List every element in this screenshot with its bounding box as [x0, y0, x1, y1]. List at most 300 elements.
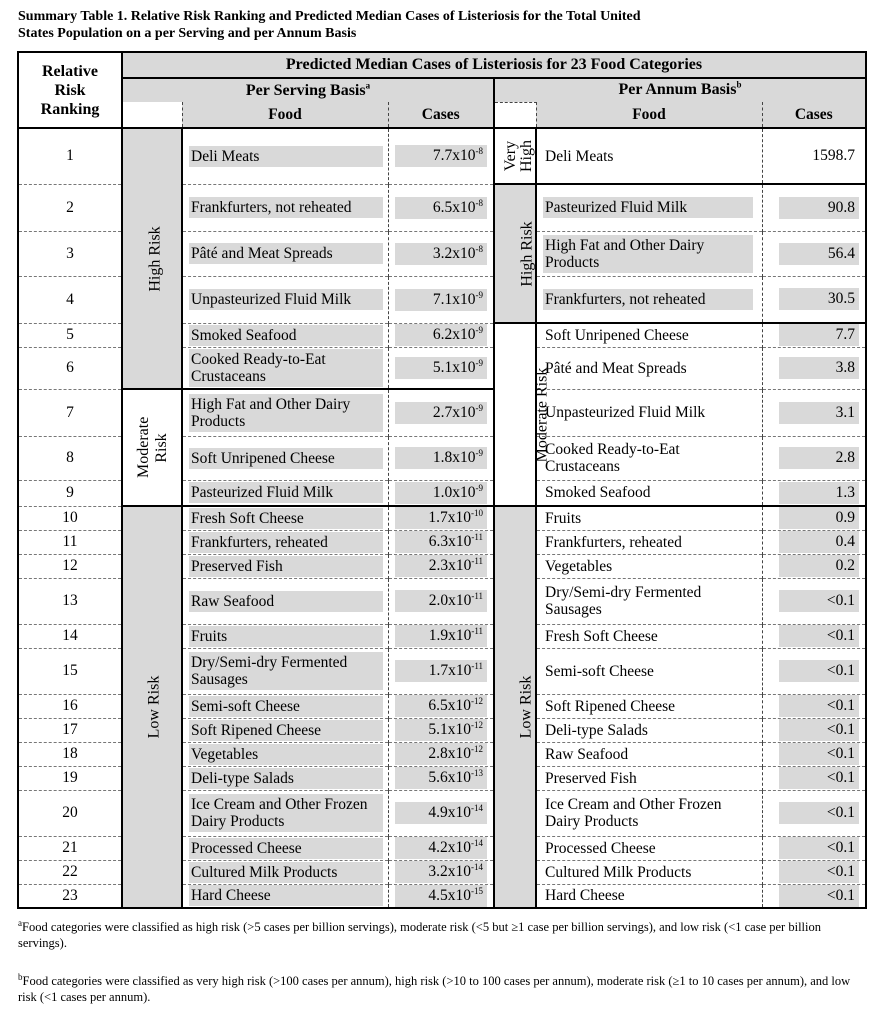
rank-header-l1: Relative [42, 62, 98, 80]
annum-header [494, 78, 866, 102]
rank-cell: 7 [18, 389, 122, 436]
annum-food-name: Smoked Seafood [545, 484, 651, 502]
serving-food-cell [182, 323, 388, 347]
serving-cases-base: 2.7x10 [432, 403, 476, 421]
rank-cell: 23 [18, 884, 122, 908]
annum-food-cell [536, 648, 762, 694]
serving-food-name: Fresh Soft Cheese [189, 508, 383, 529]
serving-food-name: Unpasteurized Fluid Milk [189, 289, 383, 310]
serving-cases-exponent: -11 [471, 660, 483, 671]
serving-cases-exponent: -14 [471, 861, 483, 872]
serving-cases-cell [388, 231, 494, 276]
serving-food-cell [182, 624, 388, 648]
serving-food-cell [182, 766, 388, 790]
annum-cases-value: <0.1 [779, 719, 859, 741]
table-caption [18, 8, 858, 42]
annum-cases-cell [762, 389, 866, 436]
rank-header-l3: Ranking [40, 100, 100, 118]
serving-cases-exponent: -11 [471, 531, 483, 542]
rank-cell: 2 [18, 184, 122, 231]
annum-band-header [494, 102, 536, 128]
serving-food-cell [182, 860, 388, 884]
serving-cases-exponent: -9 [475, 402, 483, 413]
table-row [18, 389, 866, 436]
rank-cell: 6 [18, 347, 122, 389]
annum-food-cell [536, 578, 762, 624]
serving-cases-value [395, 861, 487, 883]
serving-cases-base: 6.2x10 [432, 326, 476, 343]
serving-cases-base: 4.9x10 [428, 804, 471, 821]
serving-cases-value [395, 695, 487, 717]
serving-cases-value [395, 402, 487, 424]
annum-food-cell [536, 436, 762, 480]
table-body [18, 128, 866, 908]
serving-cases-exponent: -8 [475, 146, 483, 157]
annum-cases-value: <0.1 [779, 695, 859, 717]
footnote-b-sup: b [18, 971, 23, 982]
annum-food-name: High Fat and Other Dairy Products [543, 235, 753, 273]
rank-cell: 1 [18, 128, 122, 184]
annum-food-cell [536, 766, 762, 790]
footnote-b-text: Food categories were classified as very high risk (>100 cases per annum), high risk (>10 to 100 cases per annum), moderate risk (≥1 to 10 cases per annum), and low risk (<1 cases per annum). [18, 974, 851, 1004]
annum-cases-value: 3.8 [779, 357, 859, 379]
serving-cases-exponent: -9 [475, 289, 483, 300]
serving-cases-exponent: -10 [471, 508, 483, 519]
annum-cases-value: <0.1 [779, 802, 859, 824]
annum-cases-value: 1.3 [779, 482, 859, 504]
serving-cases-cell [388, 790, 494, 836]
annum-cases-cell [762, 530, 866, 554]
serving-cases-cell [388, 860, 494, 884]
serving-cases-base: 2.8x10 [428, 745, 471, 762]
annum-cases-cell [762, 694, 866, 718]
serving-food-name: High Fat and Other Dairy Products [189, 394, 383, 432]
rank-cell: 14 [18, 624, 122, 648]
footnote-b [18, 973, 864, 1005]
annum-cases-value: 7.7 [779, 324, 859, 346]
serving-cases-exponent: -13 [471, 767, 483, 778]
serving-food-cell [182, 836, 388, 860]
annum-food-cell [536, 506, 762, 530]
annum-cases-cell [762, 231, 866, 276]
annum-food-cell [536, 718, 762, 742]
annum-cases-value: 2.8 [779, 447, 859, 469]
annum-food-cell [536, 323, 762, 347]
annum-food-name: Deli-type Salads [545, 721, 648, 739]
annum-cases-cell [762, 718, 866, 742]
serving-food-name: Pasteurized Fluid Milk [189, 482, 383, 503]
annum-header-label: Per Annum Basis [618, 81, 737, 99]
annum-food-name: Pâté and Meat Spreads [545, 359, 687, 377]
serving-food-cell [182, 694, 388, 718]
rank-header [18, 52, 122, 128]
serving-band-label: High Risk [146, 225, 164, 292]
annum-cases-cell [762, 506, 866, 530]
serving-band-label: Moderate Risk [135, 416, 170, 478]
rank-cell: 20 [18, 790, 122, 836]
annum-food-header: Food [536, 102, 762, 128]
serving-cases-value [395, 719, 487, 741]
rank-cell: 9 [18, 480, 122, 506]
annum-cases-header: Cases [762, 102, 866, 128]
annum-food-cell [536, 884, 762, 908]
serving-cases-base: 5.6x10 [428, 769, 471, 786]
rank-cell: 17 [18, 718, 122, 742]
serving-cases-base: 1.0x10 [432, 483, 476, 501]
serving-cases-value [395, 555, 487, 577]
serving-cases-value [395, 447, 487, 469]
annum-cases-value: 0.2 [779, 555, 859, 577]
serving-food-name: Raw Seafood [189, 591, 383, 612]
annum-food-name: Processed Cheese [545, 839, 656, 857]
annum-cases-value: <0.1 [779, 767, 859, 789]
annum-cases-value: <0.1 [779, 861, 859, 883]
table-row [18, 506, 866, 530]
annum-food-cell [536, 836, 762, 860]
serving-cases-cell [388, 389, 494, 436]
annum-cases-cell [762, 648, 866, 694]
serving-cases-cell [388, 578, 494, 624]
annum-cases-cell [762, 184, 866, 231]
annum-cases-value: <0.1 [779, 590, 859, 612]
rank-cell: 19 [18, 766, 122, 790]
annum-food-cell [536, 860, 762, 884]
serving-cases-value [395, 507, 487, 529]
serving-header-sup: a [365, 80, 371, 91]
serving-food-cell [182, 742, 388, 766]
annum-food-cell [536, 554, 762, 578]
annum-food-name: Soft Unripened Cheese [545, 326, 689, 344]
serving-food-cell [182, 578, 388, 624]
rank-cell: 8 [18, 436, 122, 480]
annum-cases-value: <0.1 [779, 837, 859, 859]
serving-cases-base: 3.2x10 [428, 863, 471, 880]
annum-band-label: Low Risk [517, 675, 535, 739]
annum-band-label: High Risk [518, 220, 536, 287]
annum-food-name: Fruits [545, 509, 582, 527]
annum-cases-cell [762, 554, 866, 578]
annum-cases-cell [762, 323, 866, 347]
serving-cases-cell [388, 347, 494, 389]
rank-cell: 3 [18, 231, 122, 276]
serving-cases-base: 5.1x10 [428, 721, 471, 738]
annum-food-name: Ice Cream and Other Frozen Dairy Products [545, 796, 722, 830]
annum-cases-value: 30.5 [779, 288, 859, 310]
annum-food-name: Vegetables [545, 557, 613, 575]
annum-cases-cell [762, 836, 866, 860]
serving-cases-exponent: -11 [471, 590, 483, 601]
serving-food-cell [182, 506, 388, 530]
serving-cases-base: 7.7x10 [432, 147, 476, 165]
serving-food-name: Fruits [189, 626, 383, 647]
serving-food-cell [182, 184, 388, 231]
serving-cases-base: 6.5x10 [432, 198, 476, 216]
annum-cases-cell [762, 480, 866, 506]
serving-cases-exponent: -9 [475, 482, 483, 493]
annum-cases-value: 56.4 [779, 243, 859, 265]
annum-cases-cell [762, 436, 866, 480]
serving-cases-cell [388, 836, 494, 860]
serving-food-name: Dry/Semi-dry Fermented Sausages [189, 652, 383, 690]
serving-band-header [122, 102, 182, 128]
serving-food-header: Food [182, 102, 388, 128]
serving-food-cell [182, 389, 388, 436]
serving-cases-value [395, 357, 487, 379]
serving-cases-cell [388, 323, 494, 347]
serving-food-cell [182, 436, 388, 480]
serving-cases-base: 4.2x10 [428, 839, 471, 856]
serving-food-name: Preserved Fish [189, 556, 383, 577]
serving-cases-cell [388, 506, 494, 530]
serving-cases-cell [388, 884, 494, 908]
serving-food-name: Deli-type Salads [189, 768, 383, 789]
serving-cases-value [395, 243, 487, 265]
caption-line-2: States Population on a per Serving and per Annum Basis [18, 26, 357, 41]
annum-food-cell [536, 790, 762, 836]
serving-cases-base: 2.3x10 [428, 557, 472, 574]
annum-food-cell [536, 184, 762, 231]
annum-header-sup: b [736, 79, 742, 90]
serving-cases-header: Cases [388, 102, 494, 128]
serving-cases-exponent: -9 [475, 357, 483, 368]
annum-band-high-risk [494, 184, 536, 323]
annum-cases-cell [762, 742, 866, 766]
annum-cases-value: 0.9 [779, 507, 859, 529]
serving-food-name: Frankfurters, not reheated [189, 197, 383, 218]
serving-food-name: Hard Cheese [189, 885, 383, 906]
annum-cases-cell [762, 624, 866, 648]
rank-cell: 11 [18, 530, 122, 554]
annum-food-name: Frankfurters, not reheated [543, 289, 753, 310]
rank-cell: 16 [18, 694, 122, 718]
serving-food-cell [182, 480, 388, 506]
serving-cases-exponent: -9 [475, 447, 483, 458]
serving-food-cell [182, 718, 388, 742]
serving-band-low-risk [122, 506, 182, 908]
annum-food-name: Dry/Semi-dry Fermented Sausages [545, 584, 702, 618]
annum-cases-value: <0.1 [779, 625, 859, 647]
serving-food-name: Deli Meats [189, 146, 383, 167]
serving-cases-value [395, 743, 487, 765]
serving-cases-base: 1.9x10 [428, 627, 472, 644]
serving-band-label: Low Risk [145, 675, 163, 739]
serving-cases-value [395, 837, 487, 859]
serving-food-name: Cooked Ready-to-Eat Crustaceans [189, 349, 383, 387]
annum-cases-value: <0.1 [779, 743, 859, 765]
serving-food-cell [182, 884, 388, 908]
annum-cases-cell [762, 276, 866, 323]
serving-cases-cell [388, 648, 494, 694]
serving-cases-value [395, 531, 487, 553]
annum-food-name: Hard Cheese [545, 887, 625, 905]
serving-food-name: Soft Unripened Cheese [189, 448, 383, 469]
header-row-3 [18, 102, 866, 128]
serving-header [122, 78, 494, 102]
serving-cases-base: 6.5x10 [428, 697, 471, 714]
annum-food-cell [536, 128, 762, 184]
annum-food-cell [536, 480, 762, 506]
serving-cases-cell [388, 128, 494, 184]
annum-food-cell [536, 347, 762, 389]
serving-cases-base: 1.8x10 [432, 449, 476, 466]
serving-cases-base: 1.7x10 [428, 662, 472, 679]
rank-cell: 10 [18, 506, 122, 530]
serving-cases-exponent: -15 [471, 885, 483, 896]
annum-food-name: Fresh Soft Cheese [545, 627, 658, 645]
footnotes [18, 919, 864, 1005]
footnote-a-sup: a [18, 917, 22, 928]
annum-food-name: Frankfurters, reheated [545, 533, 682, 551]
serving-cases-cell [388, 184, 494, 231]
annum-food-cell [536, 694, 762, 718]
serving-food-name: Processed Cheese [189, 838, 383, 859]
annum-cases-cell [762, 347, 866, 389]
annum-food-name: Pasteurized Fluid Milk [543, 197, 753, 218]
rank-cell: 22 [18, 860, 122, 884]
serving-band-high-risk [122, 128, 182, 389]
serving-cases-base: 3.2x10 [432, 244, 476, 262]
serving-cases-value [395, 482, 487, 504]
serving-food-name: Pâté and Meat Spreads [189, 243, 383, 264]
serving-cases-value [395, 767, 487, 789]
serving-cases-exponent: -8 [475, 197, 483, 208]
annum-cases-cell [762, 884, 866, 908]
serving-cases-cell [388, 718, 494, 742]
annum-food-name: Soft Ripened Cheese [545, 697, 676, 715]
serving-food-name: Cultured Milk Products [189, 862, 383, 883]
annum-band-low-risk [494, 506, 536, 908]
serving-cases-cell [388, 742, 494, 766]
serving-cases-cell [388, 694, 494, 718]
serving-cases-exponent: -12 [471, 695, 483, 706]
serving-cases-value [395, 289, 487, 311]
risk-ranking-table [17, 51, 867, 909]
annum-band-very-high [494, 128, 536, 184]
serving-food-name: Frankfurters, reheated [189, 532, 383, 553]
annum-cases-cell [762, 766, 866, 790]
serving-cases-value [395, 324, 487, 346]
serving-cases-value [395, 590, 487, 612]
serving-cases-base: 2.0x10 [428, 592, 472, 609]
annum-cases-value: <0.1 [779, 885, 859, 907]
serving-food-cell [182, 648, 388, 694]
rank-cell: 12 [18, 554, 122, 578]
serving-food-cell [182, 790, 388, 836]
annum-food-cell [536, 231, 762, 276]
serving-cases-value [395, 660, 487, 682]
serving-food-cell [182, 276, 388, 323]
serving-cases-exponent: -9 [475, 324, 483, 335]
serving-cases-base: 1.7x10 [428, 509, 471, 527]
serving-food-cell [182, 347, 388, 389]
serving-cases-exponent: -8 [475, 243, 483, 254]
serving-cases-value [395, 885, 487, 907]
rank-cell: 13 [18, 578, 122, 624]
serving-cases-exponent: -12 [471, 743, 483, 754]
serving-food-name: Semi-soft Cheese [189, 696, 383, 717]
caption-line-1: Summary Table 1. Relative Risk Ranking and Predicted Median Cases of Listeriosis for the Total United [18, 9, 641, 24]
rank-cell: 4 [18, 276, 122, 323]
footnote-a [18, 919, 864, 951]
serving-cases-base: 7.1x10 [432, 290, 476, 308]
serving-food-cell [182, 530, 388, 554]
top-header: Predicted Median Cases of Listeriosis for 23 Food Categories [122, 52, 866, 78]
serving-cases-exponent: -11 [471, 555, 483, 566]
serving-food-name: Soft Ripened Cheese [189, 720, 383, 741]
header-row-1 [18, 52, 866, 78]
annum-food-cell [536, 389, 762, 436]
serving-food-cell [182, 128, 388, 184]
annum-cases-cell [762, 578, 866, 624]
annum-food-name: Deli Meats [545, 147, 614, 165]
annum-food-name: Cultured Milk Products [545, 863, 692, 881]
rank-cell: 18 [18, 742, 122, 766]
serving-cases-cell [388, 766, 494, 790]
rank-cell: 15 [18, 648, 122, 694]
annum-band-moderate-risk [494, 323, 551, 506]
annum-band-label: Moderate Risk [533, 367, 551, 462]
annum-food-name: Cooked Ready-to-Eat Crustaceans [545, 441, 680, 475]
rank-cell: 21 [18, 836, 122, 860]
annum-food-cell [536, 530, 762, 554]
serving-food-name: Vegetables [189, 744, 383, 765]
annum-food-cell [536, 276, 762, 323]
serving-cases-exponent: -12 [471, 719, 483, 730]
annum-band-label: Very High [502, 139, 535, 172]
serving-cases-value [395, 802, 487, 824]
annum-cases-value: 90.8 [779, 197, 859, 219]
serving-cases-base: 6.3x10 [428, 533, 472, 550]
annum-cases-value: <0.1 [779, 660, 859, 682]
annum-cases-cell [762, 128, 866, 184]
annum-food-cell [536, 742, 762, 766]
annum-food-cell [536, 624, 762, 648]
rank-header-l2: Risk [54, 81, 86, 99]
annum-cases-cell [762, 860, 866, 884]
annum-food-name: Raw Seafood [545, 745, 629, 763]
serving-food-cell [182, 554, 388, 578]
annum-cases-value: 0.4 [779, 531, 859, 553]
serving-cases-value [395, 145, 487, 167]
serving-band-moderate-risk [122, 389, 182, 506]
serving-cases-cell [388, 436, 494, 480]
annum-cases-value: 3.1 [779, 402, 859, 424]
serving-cases-cell [388, 276, 494, 323]
serving-cases-cell [388, 480, 494, 506]
annum-food-name: Unpasteurized Fluid Milk [545, 404, 706, 421]
serving-cases-value [395, 625, 487, 647]
serving-cases-value [395, 197, 487, 219]
footnote-a-text: Food categories were classified as high risk (>5 cases per billion servings), moderate risk (<5 but ≥1 case per billion servings), and low risk (<1 case per billion servings). [18, 920, 821, 950]
serving-food-name: Smoked Seafood [189, 325, 383, 346]
serving-cases-exponent: -14 [471, 837, 483, 848]
rank-cell: 5 [18, 323, 122, 347]
annum-cases-cell [762, 790, 866, 836]
serving-cases-exponent: -11 [471, 625, 483, 636]
serving-cases-exponent: -14 [471, 802, 483, 813]
header-row-2 [18, 78, 866, 102]
annum-food-name: Preserved Fish [545, 769, 637, 787]
serving-cases-cell [388, 530, 494, 554]
annum-food-name: Semi-soft Cheese [545, 662, 654, 680]
serving-food-cell [182, 231, 388, 276]
serving-food-name: Ice Cream and Other Frozen Dairy Products [189, 794, 383, 832]
serving-cases-base: 4.5x10 [428, 886, 471, 904]
annum-cases-value: 1598.7 [812, 147, 856, 164]
serving-header-label: Per Serving Basis [245, 81, 366, 99]
table-row [18, 128, 866, 184]
serving-cases-cell [388, 554, 494, 578]
